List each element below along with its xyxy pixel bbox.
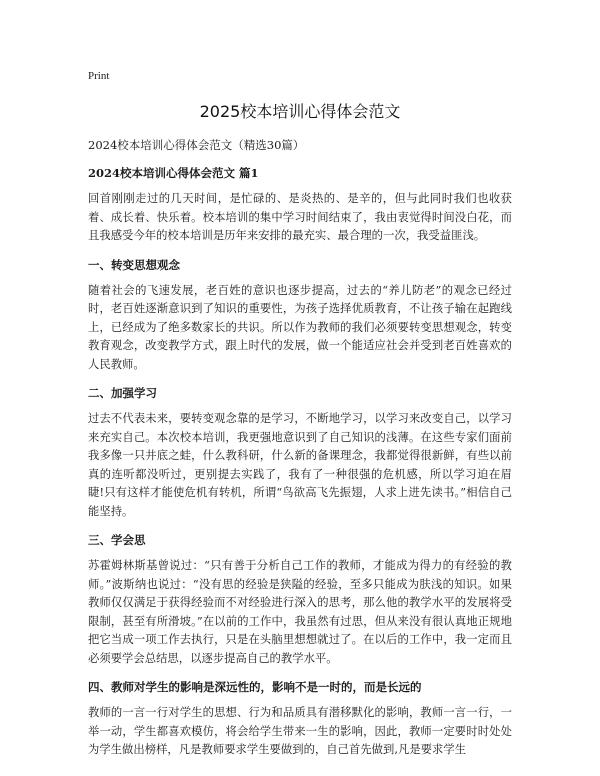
document-title: 2025校本培训心得体会范文 xyxy=(199,102,401,121)
section-heading-4: 四、教师对学生的影响是深远性的，影响不是一时的，而是长远的 xyxy=(88,680,422,694)
section-heading-1: 一、转变思想观念 xyxy=(88,257,180,272)
document-subtitle: 2024校本培训心得体会范文（精选30篇） xyxy=(88,138,305,152)
section-heading-2: 二、加强学习 xyxy=(88,386,157,400)
section-heading-3: 三、学会思 xyxy=(88,533,146,547)
section-paragraph-4: 教师的一言一行对学生的思想、行为和品质具有潜移默化的影响，教师一言一行，一举一动，学生都喜欢模仿，将会给学生带来一生的影响，因此，教师一定要时时处处为学生做出榜样，凡是教师要求学生要做到的，自己首先做到,凡是要求学生 xyxy=(88,706,512,756)
section-paragraph-3: 苏霍姆林斯基曾说过：“只有善于分析自己工作的教师，才能成为得力的有经验的教师。”波斯纳也说过：“没有思的经验是狭隘的经验，至多只能成为肤浅的知识。如果教师仅仅满足于获得经验而不对经验进行深入的思考，那么他的教学水平的发展将受限制，甚至有所滑坡。”在以前的工作中，我虽然有过思，但从来没有很认真地正规地把它当成一项工作去执行，只是在头脑里想想就过了。在以后的工作中，我一定而且必须要学会总结思，以逐步提高自己的教学水平。 xyxy=(88,559,512,665)
article-heading: 2024校本培训心得体会范文 篇1 xyxy=(88,166,259,180)
print-label[interactable]: Print xyxy=(88,70,110,82)
section-paragraph-1: 随着社会的飞速发展，老百姓的意识也逐步提高，过去的“养儿防老”的观念已经过时，老百姓逐渐意识到了知识的重要性，为孩子选择优质教育，不让孩子输在起跑线上，已经成为了绝多数家长的共识。所以作为教师的我们必须要转变思想观念，转变教育观念，改变教学方式，跟上时代的发展，做一个能适应社会并受到老百姓喜欢的人民教师。 xyxy=(88,283,512,371)
section-paragraph-2: 过去不代表未来，要转变观念靠的是学习，不断地学习，以学习来改变自己，以学习来充实自己。本次校本培训，我更强地意识到了自己知识的浅薄。在这些专家们面前我多像一只井底之蛙，什么教科研，什么新的备课理念，我都觉得很新鲜，有些以前真的连听都没听过，更别提去实践了，我有了一种很强的危机感，所以学习迫在眉睫!只有这样才能使危机有转机，所谓“鸟欲高飞先振翅，人求上进先读书。”相信自己能坚持。 xyxy=(88,412,512,518)
intro-paragraph: 回首刚刚走过的几天时间，是忙碌的、是炎热的、是辛的，但与此同时我们也收获着、成长着、快乐着。校本培训的集中学习时间结束了，我由衷觉得时间没白花，而且我感受今年的校本培训是历年来安排的最充实、最合理的一次，我受益匪浅。 xyxy=(88,192,512,242)
